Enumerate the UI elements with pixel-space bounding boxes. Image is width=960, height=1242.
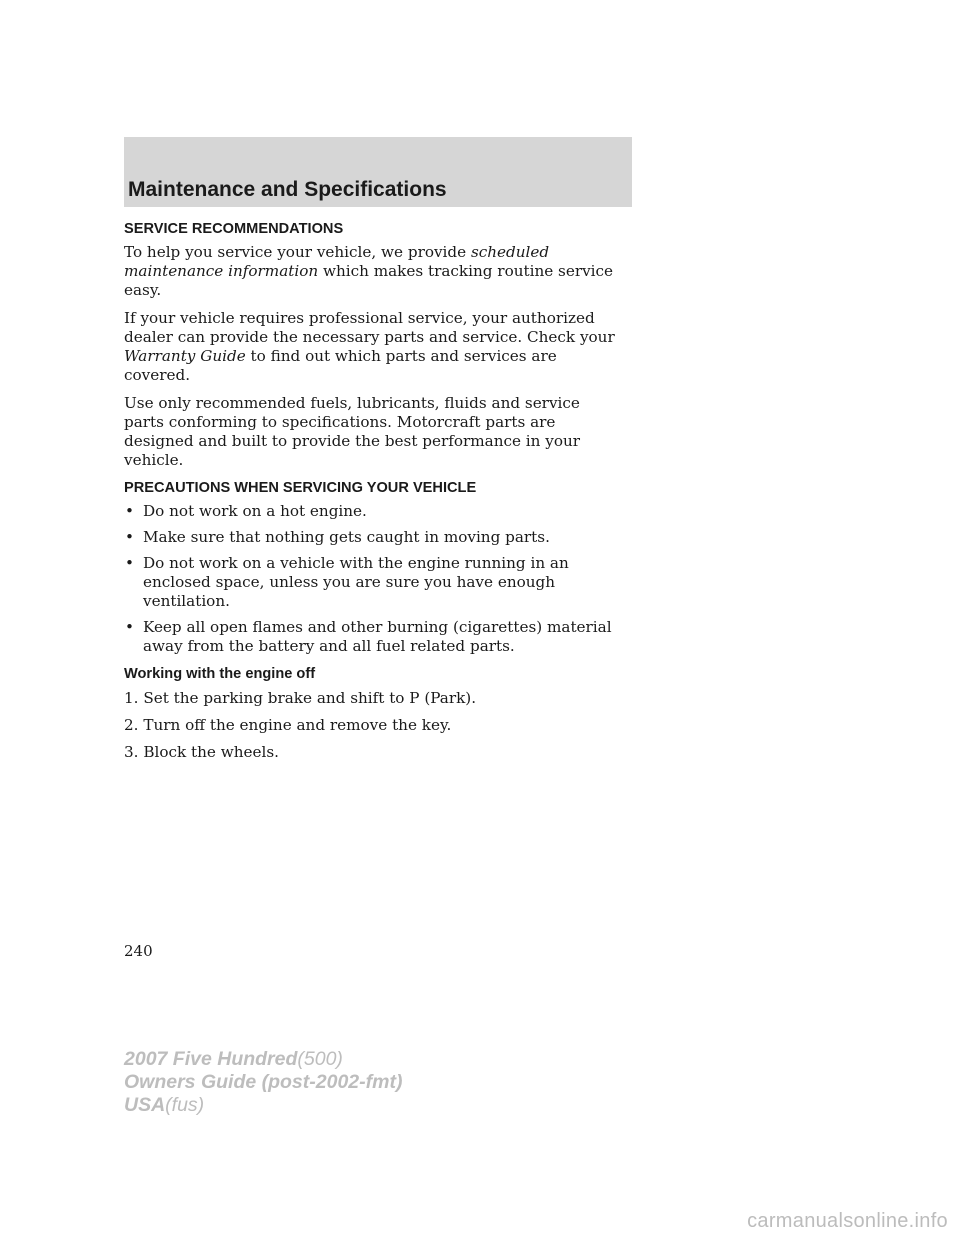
footer-model-code: (500) [297,1048,343,1070]
list-item-text: Keep all open flames and other burning (cigarettes) material away from the battery and all fuel related parts. [143,618,612,655]
list-item-text: Make sure that nothing gets caught in moving parts. [143,528,550,546]
service-p2-text-end: to find out which parts and services are covered. [124,347,557,384]
footer-line-1 [124,1048,402,1071]
engine-off-steps [124,689,624,762]
list-item-text: Do not work on a vehicle with the engine running in an enclosed space, unless you are sure you have enough ventilation. [143,554,569,610]
step-item: 1. Set the parking brake and shift to P (Park). [124,689,477,707]
engine-off-heading: Working with the engine off [124,666,316,682]
page-number: 240 [124,942,153,960]
list-item [124,554,624,611]
list-item [124,528,624,547]
list-item-text: Do not work on a hot engine. [143,502,367,520]
bullet-icon: • [125,554,134,572]
step-item: 3. Block the wheels. [124,743,279,761]
bullet-icon: • [125,502,134,520]
footer-market-code: (fus) [165,1094,205,1116]
service-recommendations-heading: SERVICE RECOMMENDATIONS [124,221,344,237]
list-item [124,502,624,521]
footer-model: 2007 Five Hundred [124,1048,298,1070]
list-item [124,618,624,656]
service-p1-text: To help you service your vehicle, we provide [124,243,467,261]
service-paragraph-2 [124,309,624,385]
step-item: 2. Turn off the engine and remove the key. [124,716,452,734]
service-paragraph-3: Use only recommended fuels, lubricants, fluids and service parts conforming to specifications. Motorcraft parts are designed and built to provide the best performance in your vehicle. [124,394,581,469]
page-body [124,220,624,770]
site-watermark: carmanualsonline.info [747,1210,948,1232]
precautions-heading: PRECAUTIONS WHEN SERVICING YOUR VEHICLE [124,480,477,496]
bullet-icon: • [125,618,134,636]
service-p1-emphasis: scheduled maintenance information [124,243,550,280]
section-title: Maintenance and Specifications [128,178,447,201]
bullet-icon: • [125,528,134,546]
warranty-guide-emphasis: Warranty Guide [124,347,246,365]
service-p1-text-end: which makes tracking routine service easy. [124,262,614,299]
document-footer [124,1048,402,1117]
footer-line-2: Owners Guide (post-2002-fmt) [124,1071,403,1093]
service-p2-text: If your vehicle requires professional service, your authorized dealer can provide the necessary parts and service. Check your [124,309,615,346]
precautions-list [124,502,624,656]
footer-market: USA [124,1094,166,1116]
footer-line-3 [124,1094,402,1117]
service-paragraph-1 [124,243,624,300]
